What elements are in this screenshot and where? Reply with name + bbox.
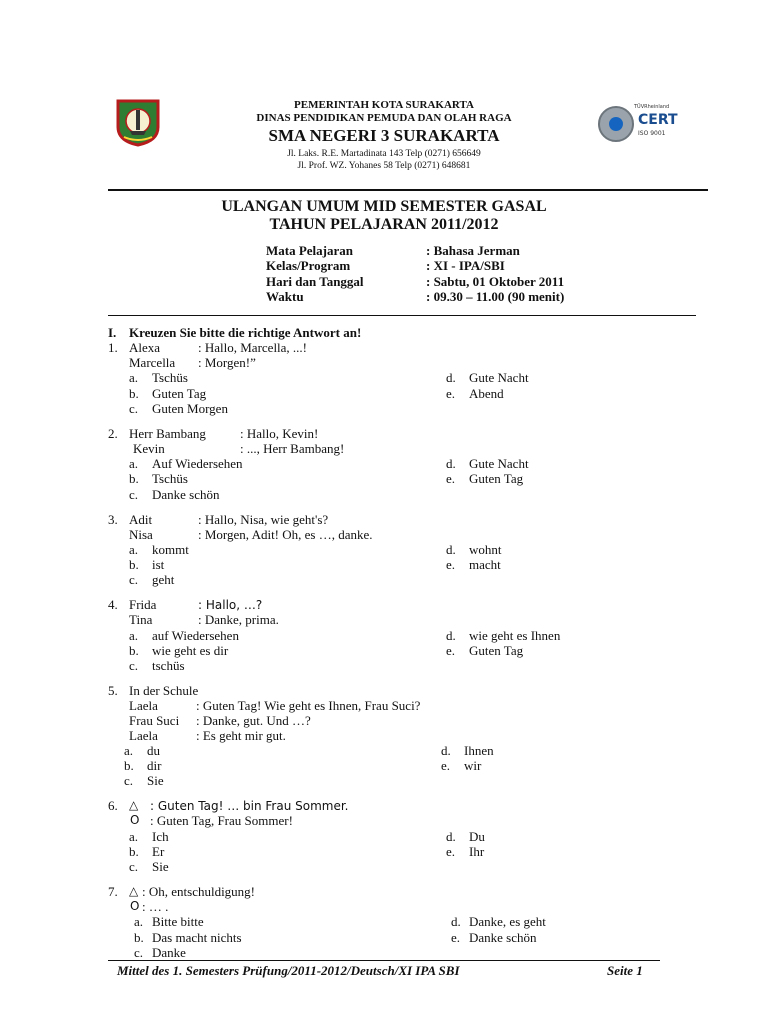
circle-speaker-icon: O xyxy=(130,813,140,827)
dialogue-line: : Danke, prima. xyxy=(198,612,279,627)
triangle-speaker-icon: △ xyxy=(129,884,139,898)
header-divider xyxy=(108,189,708,191)
info-value-class: : XI - IPA/SBI xyxy=(426,258,505,273)
option-letter: d. xyxy=(446,456,456,471)
option-c[interactable]: Sie xyxy=(152,859,169,874)
option-letter: c. xyxy=(124,773,134,788)
option-a[interactable]: auf Wiedersehen xyxy=(152,628,239,643)
section-number: I. xyxy=(108,325,117,340)
dialogue-line: : Guten Tag! … bin Frau Sommer. xyxy=(150,799,349,813)
address-line-2: Jl. Prof. WZ. Yohanes 58 Telp (0271) 648681 xyxy=(297,161,471,171)
question-number: 5. xyxy=(108,683,118,698)
speaker-name: Frida xyxy=(129,597,157,612)
option-letter: b. xyxy=(129,557,139,572)
option-a[interactable]: Ich xyxy=(152,829,169,844)
option-letter: e. xyxy=(446,557,456,572)
option-letter: b. xyxy=(124,758,134,773)
option-letter: c. xyxy=(129,572,139,587)
option-letter: d. xyxy=(451,914,461,929)
exam-title: ULANGAN UMUM MID SEMESTER GASAL xyxy=(221,198,547,215)
dialogue-line: : Hallo, Nisa, wie geht's? xyxy=(198,512,329,527)
option-d[interactable]: Gute Nacht xyxy=(469,370,529,385)
option-letter: d. xyxy=(446,829,456,844)
option-d[interactable]: wohnt xyxy=(469,542,502,557)
info-value-time: : 09.30 – 11.00 (90 menit) xyxy=(426,289,565,304)
option-d[interactable]: Du xyxy=(469,829,485,844)
option-letter: e. xyxy=(446,643,456,658)
speaker-name: Herr Bambang xyxy=(129,426,206,441)
dialogue-line: : Hallo, Marcella, ...! xyxy=(198,340,308,355)
option-letter: a. xyxy=(134,914,144,929)
option-a[interactable]: kommt xyxy=(152,542,189,557)
dialogue-line: : Hallo, Kevin! xyxy=(240,426,319,441)
speaker-name: Laela xyxy=(129,698,158,713)
option-letter: c. xyxy=(129,658,139,673)
dialogue-line: : Danke, gut. Und …? xyxy=(196,713,311,728)
info-label-time: Waktu xyxy=(266,289,304,304)
gov-line: PEMERINTAH KOTA SURAKARTA xyxy=(294,99,474,111)
cert-logo xyxy=(598,104,678,146)
page-number: Seite 1 xyxy=(607,963,643,978)
option-letter: a. xyxy=(129,628,139,643)
speaker-name: Alexa xyxy=(129,340,161,355)
dialogue-line: : Guten Tag! Wie geht es Ihnen, Frau Suci? xyxy=(196,698,421,713)
dialogue-line: : Morgen, Adit! Oh, es …, danke. xyxy=(198,527,373,542)
circle-speaker-icon: O xyxy=(130,899,140,913)
option-letter: e. xyxy=(441,758,451,773)
option-d[interactable]: Danke, es geht xyxy=(469,914,546,929)
option-letter: a. xyxy=(129,829,139,844)
speaker-name: Nisa xyxy=(129,527,153,542)
option-a[interactable]: Tschüs xyxy=(152,370,188,385)
option-c[interactable]: Sie xyxy=(147,773,164,788)
option-letter: b. xyxy=(129,844,139,859)
option-letter: b. xyxy=(129,386,139,401)
option-letter: b. xyxy=(129,643,139,658)
option-d[interactable]: Gute Nacht xyxy=(469,456,529,471)
option-b[interactable]: Tschüs xyxy=(152,471,188,486)
cert-main-text: CERT xyxy=(638,112,678,128)
option-a[interactable]: Auf Wiedersehen xyxy=(152,456,243,471)
question-number: 3. xyxy=(108,512,118,527)
option-d[interactable]: wie geht es Ihnen xyxy=(469,628,561,643)
speaker-name: Laela xyxy=(129,728,158,743)
option-b[interactable]: Er xyxy=(152,844,165,859)
option-letter: a. xyxy=(129,542,139,557)
dialogue-line: : Hallo, …? xyxy=(198,598,263,612)
info-label-subject: Mata Pelajaran xyxy=(266,243,354,258)
option-b[interactable]: Guten Tag xyxy=(152,386,207,401)
option-letter: d. xyxy=(441,743,451,758)
question-number: 6. xyxy=(108,798,118,813)
option-e[interactable]: wir xyxy=(464,758,482,773)
dialogue-line: : Guten Tag, Frau Sommer! xyxy=(150,813,293,828)
question-number: 1. xyxy=(108,340,118,355)
speaker-name: Marcella xyxy=(129,355,176,370)
option-letter: e. xyxy=(446,844,456,859)
speaker-name: Adit xyxy=(129,512,153,527)
speaker-name: Frau Suci xyxy=(129,713,180,728)
school-name: SMA NEGERI 3 SURAKARTA xyxy=(268,126,500,145)
option-c[interactable]: Danke schön xyxy=(152,487,220,502)
option-a[interactable]: Bitte bitte xyxy=(152,914,204,929)
option-b[interactable]: ist xyxy=(152,557,165,572)
option-letter: b. xyxy=(129,471,139,486)
dialogue-line: : Morgen!” xyxy=(198,355,256,370)
triangle-speaker-icon: △ xyxy=(129,798,139,812)
info-divider xyxy=(108,315,696,316)
footer-text: Mittel des 1. Semesters Prüfung/2011-2012/Deutsch/XI IPA SBI xyxy=(117,963,460,978)
option-letter: a. xyxy=(124,743,134,758)
info-value-subject: : Bahasa Jerman xyxy=(426,243,520,258)
option-letter: c. xyxy=(134,945,144,960)
speaker-name: Tina xyxy=(129,612,153,627)
option-e[interactable]: Guten Tag xyxy=(469,471,524,486)
option-e[interactable]: Ihr xyxy=(469,844,485,859)
option-letter: c. xyxy=(129,487,139,502)
cert-top-text: TÜVRheinland xyxy=(634,104,670,110)
option-d[interactable]: Ihnen xyxy=(464,743,494,758)
option-letter: a. xyxy=(129,456,139,471)
dept-line: DINAS PENDIDIKAN PEMUDA DAN OLAH RAGA xyxy=(256,112,512,124)
footer-divider xyxy=(108,960,660,961)
dialogue-line: : ..., Herr Bambang! xyxy=(240,441,345,456)
info-value-date: : Sabtu, 01 Oktober 2011 xyxy=(426,274,565,289)
option-e[interactable]: Abend xyxy=(469,386,504,401)
option-e[interactable]: Danke schön xyxy=(469,930,537,945)
option-letter: e. xyxy=(446,471,456,486)
option-c[interactable]: geht xyxy=(152,572,175,587)
dialogue-line: : … . xyxy=(142,899,169,914)
option-letter: d. xyxy=(446,370,456,385)
option-c[interactable]: tschüs xyxy=(152,658,185,673)
option-letter: c. xyxy=(129,401,139,416)
question-number: 2. xyxy=(108,426,118,441)
option-b[interactable]: Das macht nichts xyxy=(152,930,242,945)
option-letter: d. xyxy=(446,542,456,557)
option-c[interactable]: Danke xyxy=(152,945,186,960)
option-b[interactable]: dir xyxy=(147,758,162,773)
option-a[interactable]: du xyxy=(147,743,160,758)
option-e[interactable]: Guten Tag xyxy=(469,643,524,658)
option-letter: c. xyxy=(129,859,139,874)
option-e[interactable]: macht xyxy=(469,557,501,572)
dialogue-line: : Es geht mir gut. xyxy=(196,728,286,743)
option-b[interactable]: wie geht es dir xyxy=(152,643,229,658)
option-letter: b. xyxy=(134,930,144,945)
address-line-1: Jl. Laks. R.E. Martadinata 143 Telp (0271) 656649 xyxy=(287,149,481,159)
section-title: Kreuzen Sie bitte die richtige Antwort an! xyxy=(129,325,362,340)
cert-sub-text: ISO 9001 xyxy=(638,130,666,137)
option-letter: a. xyxy=(129,370,139,385)
option-letter: e. xyxy=(451,930,461,945)
option-c[interactable]: Guten Morgen xyxy=(152,401,228,416)
dialogue-line: : Oh, entschuldigung! xyxy=(142,884,256,899)
option-letter: d. xyxy=(446,628,456,643)
exam-year: TAHUN PELAJARAN 2011/2012 xyxy=(269,216,499,233)
cert-seal-icon xyxy=(598,106,634,142)
question-number: 4. xyxy=(108,597,118,612)
question-number: 7. xyxy=(108,884,118,899)
option-letter: e. xyxy=(446,386,456,401)
info-label-date: Hari dan Tanggal xyxy=(266,274,364,289)
question-intro: In der Schule xyxy=(129,683,199,698)
info-label-class: Kelas/Program xyxy=(266,258,351,273)
speaker-name: Kevin xyxy=(133,441,165,456)
